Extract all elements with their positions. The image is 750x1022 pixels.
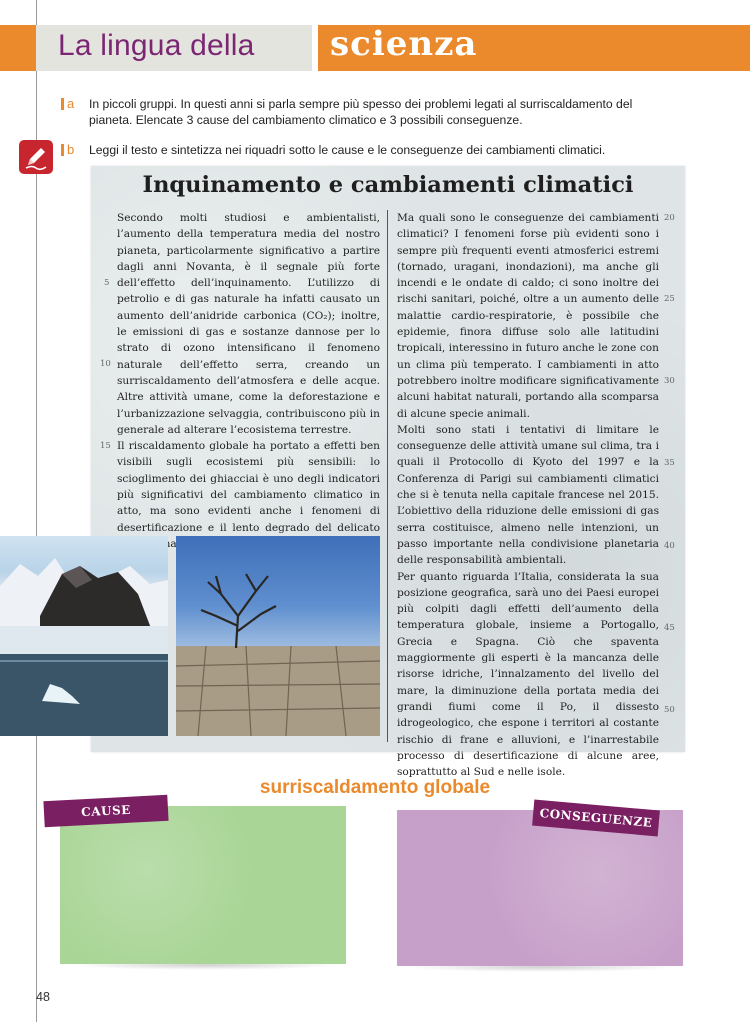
article-right-column [397, 210, 659, 780]
line-number: 15 [100, 441, 111, 451]
header-title-part1: La lingua della [58, 29, 255, 62]
header-left-accent [0, 25, 36, 71]
article-paragraph: Ma quali sono le conseguenze dei cambiamenti climatici? I fenomeni forse più evidenti sono i sempre più frequenti eventi atmosferici estremi (tornado, uragani, inondazioni), ma anche gli incendi e le ondate di caldo; ci sono inoltre dei rischi sanitari, poiché, oltre a un aumento delle malattie cardio-respiratorie, è possibile che epidemie, finora diffuse solo alle latitudini tropicali, interessino in futuro anche le zone con un clima più temperato. I cambiamenti in atto potrebbero inoltre modificare significativamente alcuni habitat naturali, portando alla scomparsa di alcune specie animali. [397, 212, 659, 420]
line-number: 25 [664, 294, 675, 304]
article-paragraph: Per quanto riguarda l’Italia, considerata la sua posizione geografica, sarà uno dei Paesi europei più colpiti dagli effetti dell’aumento della temperatura globale, insieme a Portogallo, Grecia e Spagna. Ciò che spaventa maggiormente gli esperti è la mancanza delle risorse idriche, l’innalzamento del livello del mare, la diminuzione della portata media dei grandi fiumi come il Po, il dissesto idrogeologico, che espone i territori al costante rischio di frane e alluvioni, e l’inarrestabile processo di desertificazione di alcune aree, soprattutto al Sud e nelle isole. [397, 570, 659, 779]
article-left-column [117, 210, 380, 552]
dry-tree-photo [176, 536, 380, 736]
instruction-a [61, 96, 661, 130]
line-number: 40 [664, 541, 675, 551]
line-number: 45 [664, 623, 675, 633]
line-number: 10 [100, 359, 111, 369]
glacier-photo [0, 536, 168, 736]
instruction-b [61, 142, 661, 160]
page-number: 48 [36, 990, 50, 1004]
instruction-label: a [67, 96, 75, 111]
exercise-subtitle: surriscaldamento globale [259, 777, 491, 798]
instruction-text: In piccoli gruppi. In questi anni si parla sempre più spesso dei problemi legati al surriscaldamento del pianeta. Elencate 3 cause del cambiamento climatico e 3 possibili conseguenze. [89, 97, 633, 127]
line-number: 20 [664, 213, 675, 223]
consequences-label: CONSEGUENZE [532, 800, 660, 837]
line-number: 30 [664, 376, 675, 386]
instruction-label: b [67, 142, 75, 157]
line-number: 35 [664, 458, 675, 468]
pencil-icon [19, 140, 53, 174]
line-number: 50 [664, 705, 675, 715]
header-title-part2: scienza [330, 24, 478, 64]
cause-writing-box[interactable] [60, 806, 346, 964]
instruction-bar [61, 98, 64, 110]
article-paragraph: Il riscaldamento globale ha portato a effetti ben visibili sugli ecosistemi più sensibili: lo scioglimento dei ghiacciai è uno degli indicatori più significativi del cambiamento climatico in atto, ma sono evidenti anche i fenomeni di desertificazione e il lento degrado del delicato [117, 440, 380, 534]
article-paragraph: Secondo molti studiosi e ambientalisti, l’aumento della temperatura media del nostro pianeta, particolarmente significativo a partire dagli anni Novanta, è il segnale più forte dell’effetto dell’inquinamento. L’utilizzo di petrolio e di gas naturale ha infatti causato un aumento dell’anidride carbonica (CO₂); inoltre, le emissioni di gas e sostanze dannose per lo strato di ozono intensificano il fenomeno naturale dell’effetto serra, creando un surriscaldamento dell’atmosfera e delle acque. Altre attività umane, come la deforestazione e l’urbanizzazione selvaggia, contribuiscono più in generale ad alterare l’ecosistema terrestre. [117, 212, 380, 436]
column-divider [387, 210, 388, 742]
line-number: 5 [104, 278, 110, 288]
instruction-bar [61, 144, 64, 156]
cause-label: CAUSE [43, 795, 168, 827]
article-paragraph: Molti sono stati i tentativi di limitare le conseguenze delle attività umane sul clima, tra i quali il Protocollo di Kyoto del 1997 e la Conferenza di Parigi sui cambiamenti climatici che si è tenuta nella capitale francese nel 2015. L’obiettivo della riduzione delle emissioni di gas serra costituisce, almeno nelle intenzioni, un passo importante nella condivisione planetaria delle responsabilità ambientali. [397, 423, 659, 567]
article-title: Inquinamento e cambiamenti climatici [142, 172, 634, 198]
instruction-text: Leggi il testo e sintetizza nei riquadri sotto le cause e le conseguenze dei cambiamenti climatici. [89, 143, 606, 157]
